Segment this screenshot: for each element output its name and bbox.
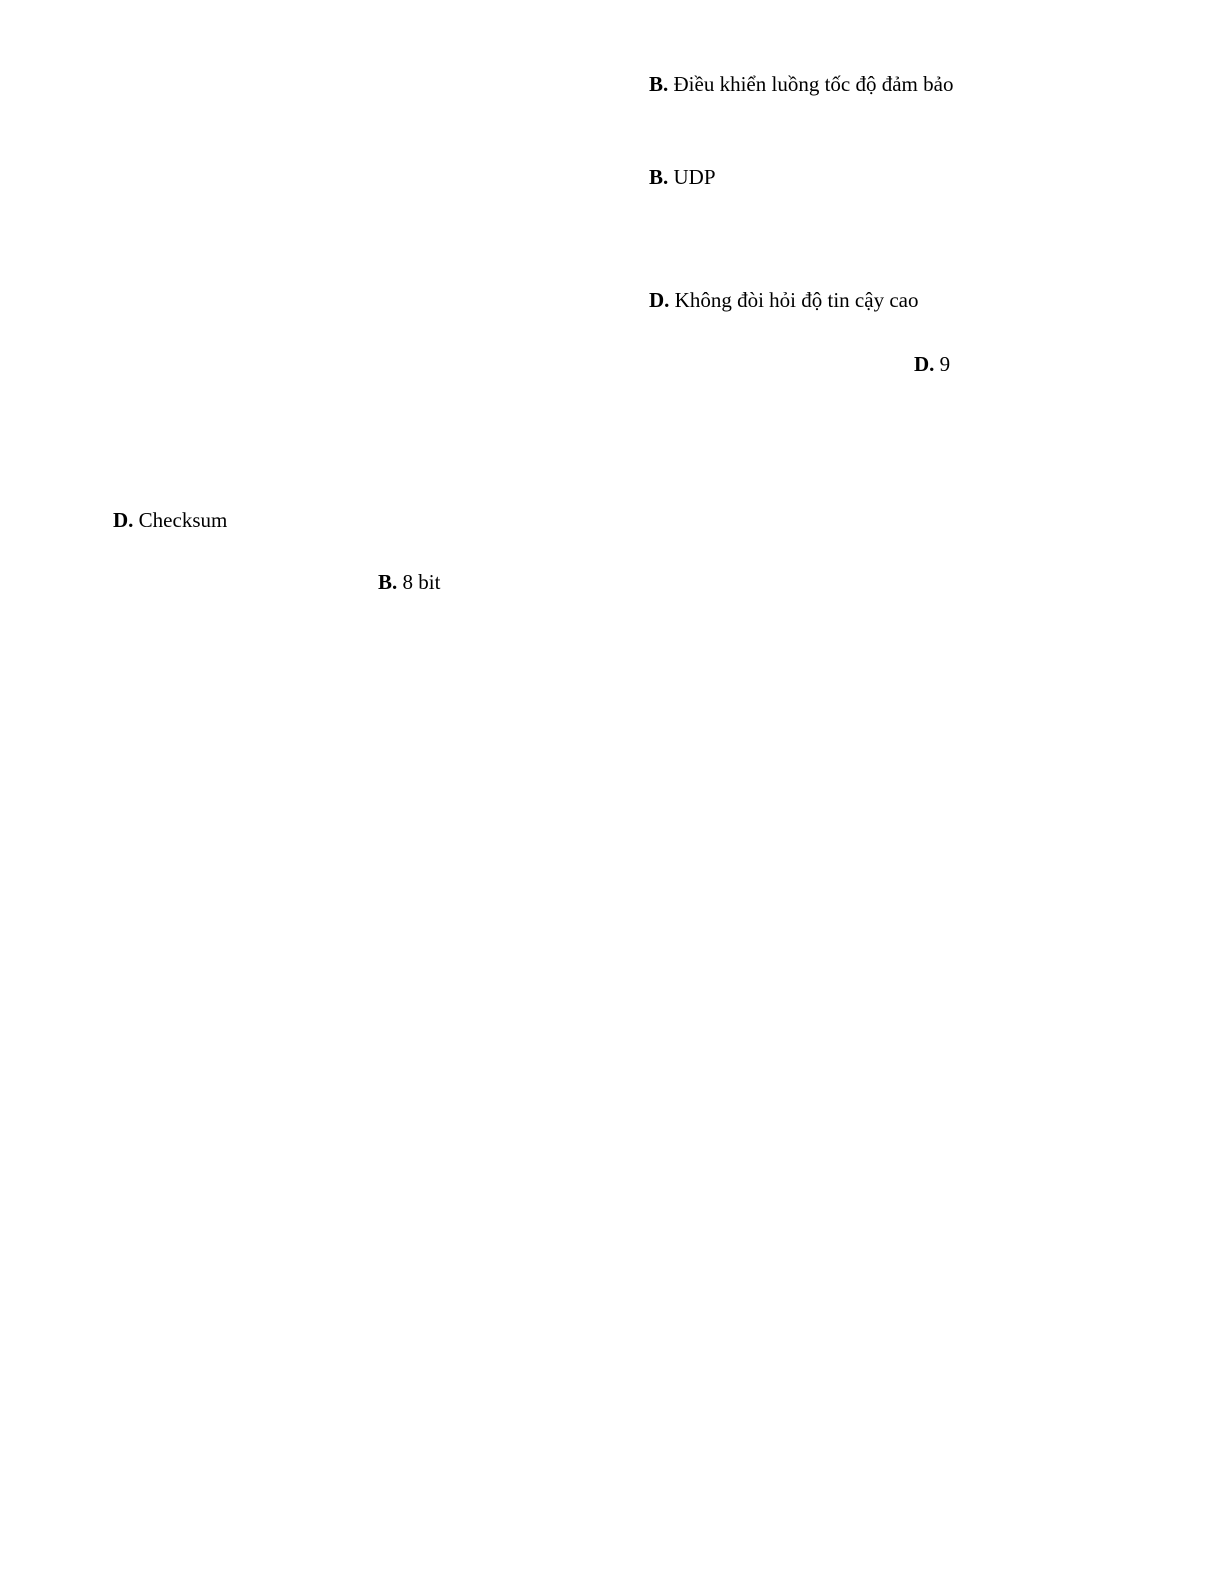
answer-label: D. xyxy=(649,288,670,312)
answer-option xyxy=(649,288,918,313)
answer-label: B. xyxy=(649,165,669,189)
answer-text: 8 bit xyxy=(402,570,441,594)
answer-option xyxy=(649,72,953,97)
answer-option xyxy=(378,570,440,595)
answer-label: B. xyxy=(378,570,398,594)
answer-text: Không đòi hỏi độ tin cậy cao xyxy=(674,288,919,312)
answer-text: Điều khiển luồng tốc độ đảm bảo xyxy=(673,72,954,96)
answer-text: UDP xyxy=(673,165,716,189)
answer-text: 9 xyxy=(939,352,951,376)
answer-text: Checksum xyxy=(138,508,228,532)
answer-label: D. xyxy=(113,508,134,532)
answer-label: B. xyxy=(649,72,669,96)
answer-option xyxy=(113,508,227,533)
answer-option xyxy=(914,352,950,377)
answer-option xyxy=(649,165,716,190)
answer-label: D. xyxy=(914,352,935,376)
